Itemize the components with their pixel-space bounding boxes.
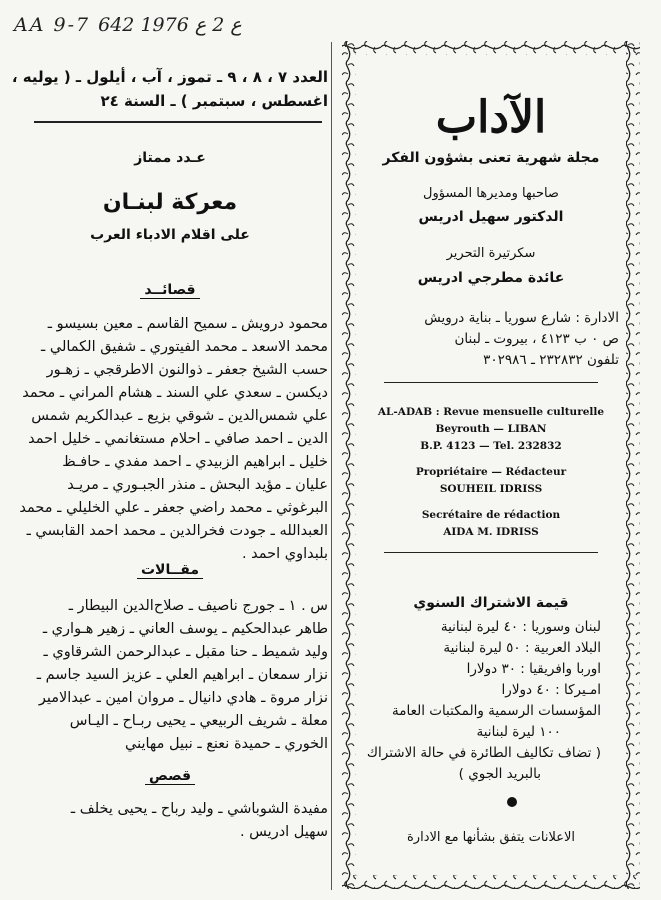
articles-line: طاهر عبدالحكيم ـ يوسف العاني ـ زهير هـواري ـ xyxy=(42,621,328,637)
poems-line: بلبداوي احمد . xyxy=(241,546,328,562)
poems-line: البرغوثي ـ محمد راضي جعفر ـ علي الخليلي ـ محمد xyxy=(19,500,328,516)
articles-heading: مقــالات xyxy=(20,562,320,578)
poems-line: عليان ـ مؤيد البحش ـ منذر الجبـوري ـ مريـد xyxy=(67,477,328,493)
poems-line: خليل ـ ابراهيم الزبيدي ـ احمد مفدي ـ حافـظ xyxy=(62,454,328,470)
divider xyxy=(384,382,598,383)
articles-line: معلة ـ شريف الربيعي ـ يحيى ربـاح ـ اليـاس xyxy=(69,713,328,729)
poems-line: محمد الاسعد ـ محمد الفيتوري ـ شفيق الكمالي ـ xyxy=(41,339,328,355)
poems-line: علي شمس‌الدين ـ شوقي بزيع ـ عبدالكريم شمس xyxy=(31,408,328,424)
subscription-row: ١٠٠ ليرة لبنانية xyxy=(476,724,561,740)
divider xyxy=(384,552,598,553)
articles-line: وليد شميط ـ حنا مقبل ـ عبدالرحمن الشرقاوي ـ xyxy=(43,644,328,660)
column-divider xyxy=(331,42,332,890)
subscription-row: بالبريد الجوي ) xyxy=(458,766,541,782)
special-issue-label: عـدد ممتاز xyxy=(134,150,206,166)
magazine-logo: الآداب xyxy=(435,92,547,143)
french-contact-line: B.P. 4123 — Tel. 232832 xyxy=(420,440,562,452)
articles-line: نزار مروة ـ هادي دانيال ـ مروان امين ـ عبدالامير xyxy=(38,690,328,706)
masthead-frame xyxy=(341,40,641,890)
owner-name: الدكتور سهيل ادريس xyxy=(418,209,564,225)
french-secretary-name: AIDA M. IDRISS xyxy=(443,526,539,538)
issue-title: معركة لبنـان xyxy=(102,190,238,215)
issue-subtitle: على اقلام الادباء العرب xyxy=(90,227,250,243)
subscription-row: امـيركا : ٤٠ دولارا xyxy=(501,682,601,698)
subscription-row: اوربا وافريقيا : ٣٠ دولارا xyxy=(466,661,601,677)
subscription-row: البلاد العربية : ٥٠ ليرة لبنانية xyxy=(443,640,601,656)
magazine-tagline: مجلة شهرية تعنى بشؤون الفكر xyxy=(382,150,600,166)
handwritten-annotation: AA 9-7 ع 2 ع 1976 642 xyxy=(14,14,242,36)
subscription-row: المؤسسات الرسمية والمكتبات العامة xyxy=(391,703,601,719)
subscription-heading: قيمة الاشتراك السنوي xyxy=(413,595,569,611)
french-title-line: AL-ADAB : Revue mensuelle culturelle xyxy=(377,406,605,418)
stories-line: مفيدة الشوباشي ـ وليد رباح ـ يحيى يخلف ـ xyxy=(70,801,328,817)
address-line: الادارة : شارع سوريا ـ بناية درويش xyxy=(424,310,619,326)
french-owner-name: SOUHEIL IDRISS xyxy=(439,483,543,495)
address-line: ص ٠ ب ٤١٢٣ ، بيروت ـ لبنان xyxy=(454,331,619,347)
poems-heading: قصائــد xyxy=(20,282,320,298)
french-owner-label: Propriétaire — Rédacteur xyxy=(415,466,567,478)
address-line: تلفون ٢٣٢٨٣٢ ـ ٣٠٢٩٨٦ xyxy=(483,352,619,368)
secretary-label: سكرتيرة التحرير xyxy=(446,246,536,261)
ornamental-border xyxy=(341,40,641,890)
subscription-row: ( تضاف تكاليف الطائرة في حالة الاشتراك xyxy=(366,745,601,761)
poems-line: الدين ـ احمد صافي ـ احلام مستغانمي ـ خليل احمد xyxy=(28,431,328,447)
issue-info-line-1: العدد ٧ ، ٨ ، ٩ ـ تموز ، آب ، أيلول ـ ( يوليه ، xyxy=(11,68,328,86)
divider xyxy=(34,121,322,123)
ads-note: الاعلانات يتفق بشأنها مع الادارة xyxy=(407,830,575,845)
articles-line: س . ١ ـ جورج ناصيف ـ صلاح‌الدين البيطار ـ xyxy=(68,598,328,614)
poems-line: ديكسن ـ سعدي علي السند ـ هشام المراني ـ محمد xyxy=(22,385,328,401)
issue-info-line-2: اغسطس ، سبتمبر ) ـ السنة ٢٤ xyxy=(100,92,328,110)
articles-line: نزار سمعان ـ ابراهيم العلي ـ عزيز السيد جاسم ـ xyxy=(36,667,328,683)
french-secretary-label: Secrétaire de rédaction xyxy=(421,509,561,521)
stories-line: سهيل ادريس . xyxy=(239,824,328,840)
stories-heading: قصص xyxy=(20,768,320,784)
owner-label: صاحبها ومديرها المسؤول xyxy=(423,186,559,201)
subscription-row: لبنان وسوريا : ٤٠ ليرة لبنانية xyxy=(440,619,601,635)
poems-line: محمود درويش ـ سميح القاسم ـ معين بسيسو ـ xyxy=(47,316,328,332)
bullet-dot xyxy=(507,797,517,807)
articles-line: الخوري ـ حميدة نعنع ـ نبيل مهايني xyxy=(125,736,328,752)
secretary-name: عائدة مطرجي ادريس xyxy=(417,270,565,286)
french-city-line: Beyrouth — LIBAN xyxy=(435,423,547,435)
poems-line: حسب الشيخ جعفر ـ ذوالنون الاطرقجي ـ زهـور xyxy=(46,362,328,378)
poems-line: العبدالله ـ جودت فخرالدين ـ محمد احمد القابسي ـ xyxy=(26,523,328,539)
